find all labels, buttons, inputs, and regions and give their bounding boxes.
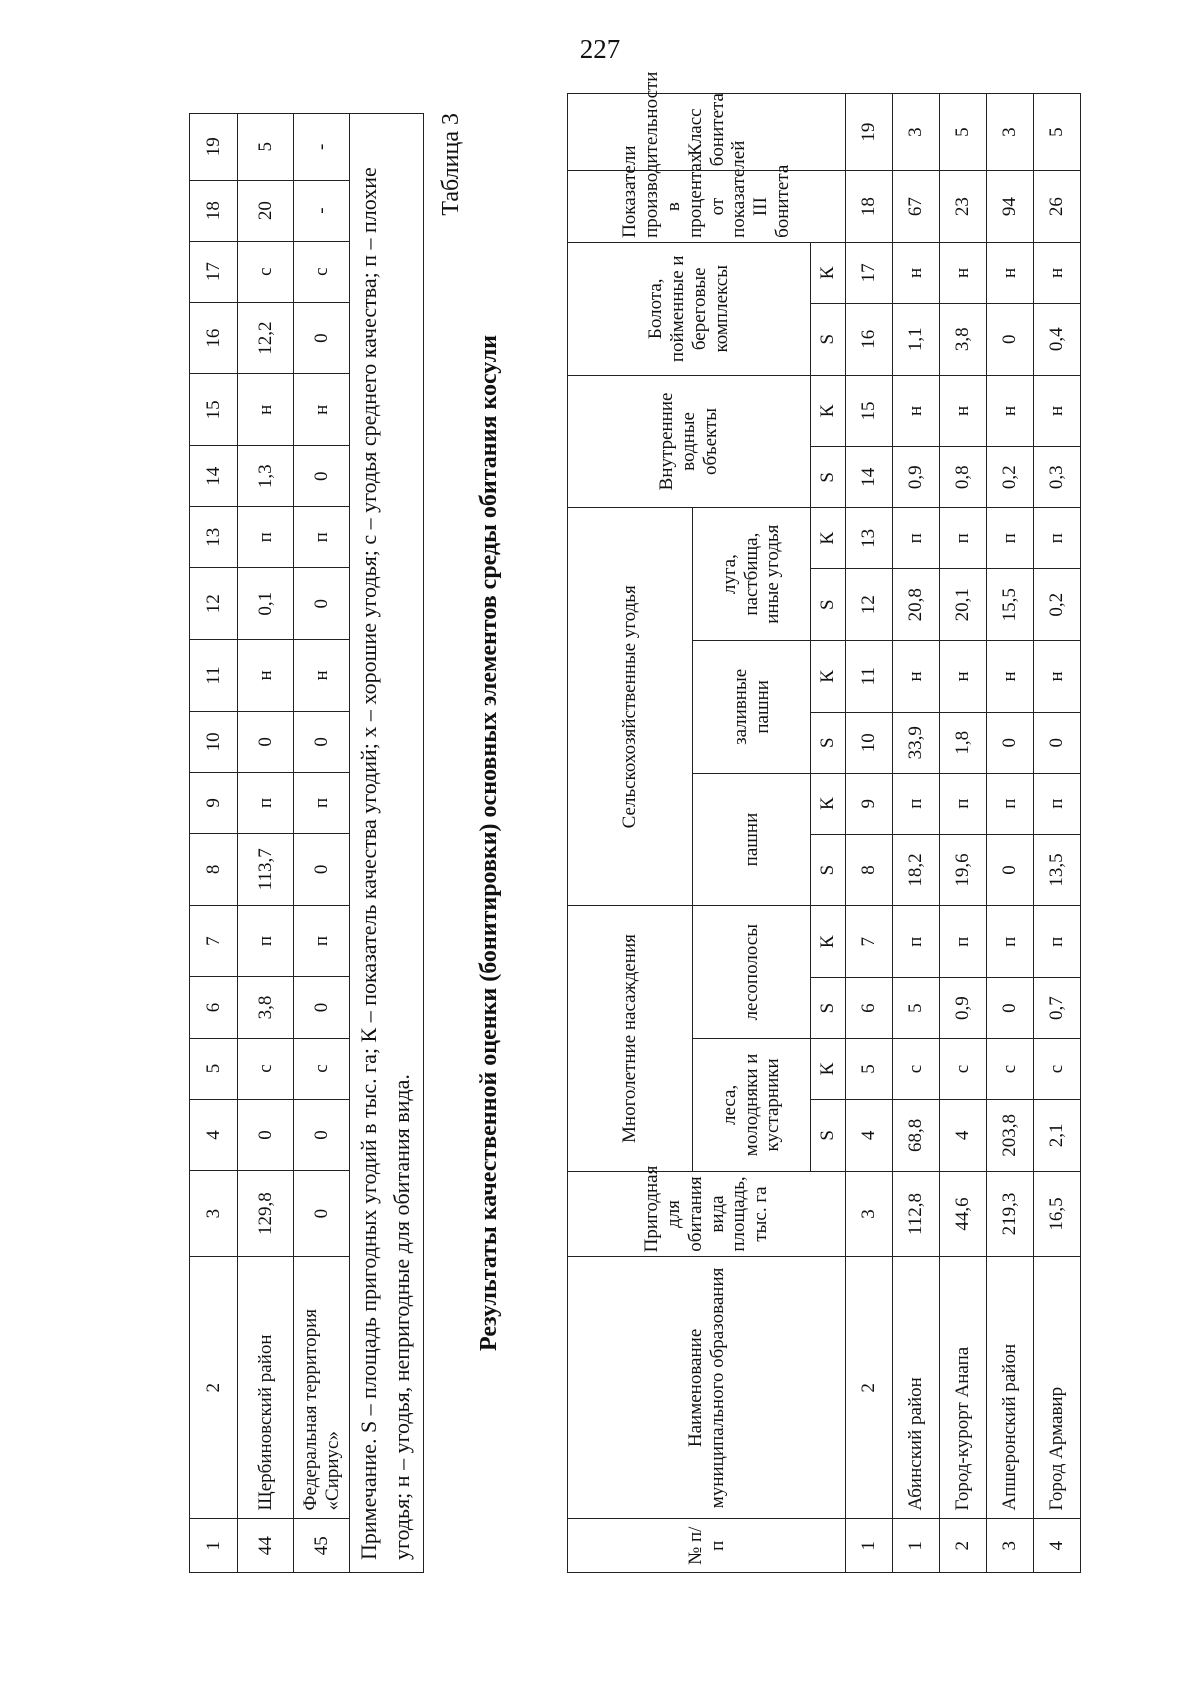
cell: 44 (238, 1519, 294, 1573)
header-swamps: Болота, пойменные и береговые комплексы (568, 242, 811, 375)
cell: п (987, 773, 1034, 834)
cell: 3,8 (238, 977, 294, 1038)
cell: 0 (238, 1099, 294, 1171)
cell: н (987, 641, 1034, 713)
col-number: 6 (846, 978, 893, 1039)
cell: с (1034, 1039, 1081, 1100)
cell: п (987, 508, 1034, 569)
cell: н (1034, 375, 1081, 447)
cell: 0 (987, 303, 1034, 375)
cell: 67 (893, 171, 940, 243)
col-number: 14 (190, 446, 238, 507)
col-number: 13 (846, 508, 893, 569)
cell: 5 (238, 114, 294, 181)
header-k: К (811, 375, 846, 447)
cell: 23 (940, 171, 987, 243)
header-s: S (811, 978, 846, 1039)
cell: п (987, 906, 1034, 978)
cell: 203,8 (987, 1100, 1034, 1172)
cell: с (294, 241, 350, 302)
continuation-block (189, 113, 505, 1573)
col-number: 17 (846, 242, 893, 303)
col-number: 4 (846, 1100, 893, 1172)
header-s: S (811, 303, 846, 375)
col-number: 19 (190, 114, 238, 181)
cell: н (1034, 641, 1081, 713)
continuation-table (189, 113, 350, 1573)
col-number: 15 (846, 375, 893, 447)
cell: 15,5 (987, 569, 1034, 641)
cell: 0,3 (1034, 447, 1081, 508)
cell: 19,6 (940, 834, 987, 906)
cell: Город-курорт Анапа (940, 1257, 987, 1519)
header-inland-water: Внутренние водные объекты (568, 375, 811, 508)
header-flooded-arable: заливные пашни (693, 641, 811, 774)
cell: Апшеронский район (987, 1257, 1034, 1519)
cell: с (238, 241, 294, 302)
col-number: 8 (190, 833, 238, 905)
col-number: 19 (846, 94, 893, 171)
cell: 0 (238, 711, 294, 772)
cell: 20,8 (893, 569, 940, 641)
col-number: 13 (190, 507, 238, 568)
cell: 0,9 (940, 978, 987, 1039)
cell: 68,8 (893, 1100, 940, 1172)
col-number: 15 (190, 374, 238, 446)
cell: 0,2 (987, 447, 1034, 508)
header-shelterbelts: лесополосы (693, 906, 811, 1039)
col-number: 4 (190, 1099, 238, 1171)
cell: 5 (1034, 94, 1081, 171)
cell: - (294, 114, 350, 181)
cell: 0 (294, 977, 350, 1038)
col-number: 7 (190, 905, 238, 977)
header-num: № п/п (568, 1519, 846, 1573)
col-number: 1 (190, 1519, 238, 1573)
continuation-header-row (190, 114, 238, 1573)
column-number-row (846, 94, 893, 1573)
header-s: S (811, 834, 846, 906)
col-number: 16 (190, 302, 238, 374)
cell: 0 (294, 711, 350, 772)
cell: н (940, 375, 987, 447)
cell: 2,1 (1034, 1100, 1081, 1172)
cell: н (893, 375, 940, 447)
cell: п (238, 507, 294, 568)
cell: 0,7 (1034, 978, 1081, 1039)
col-number: 9 (190, 772, 238, 833)
cell: 3,8 (940, 303, 987, 375)
cell: 4 (940, 1100, 987, 1172)
cell: 1 (893, 1519, 940, 1573)
cell: Щербиновский район (238, 1257, 294, 1519)
cell: 0 (294, 568, 350, 640)
col-number: 12 (846, 569, 893, 641)
cell: - (294, 180, 350, 241)
cell: п (294, 507, 350, 568)
cell: 3 (987, 94, 1034, 171)
table-row (893, 94, 940, 1573)
col-number: 9 (846, 773, 893, 834)
col-number: 11 (190, 640, 238, 712)
cell: 94 (987, 171, 1034, 243)
cell: н (294, 640, 350, 712)
header-k: К (811, 508, 846, 569)
header-row-group (568, 94, 693, 1573)
cell: 129,8 (238, 1171, 294, 1257)
col-number: 18 (190, 180, 238, 241)
cell: с (294, 1038, 350, 1099)
header-meadows: луга, пастбища, иные угодья (693, 508, 811, 641)
cell: 4 (1034, 1519, 1081, 1573)
header-s: S (811, 447, 846, 508)
header-s: S (811, 712, 846, 773)
cell: 33,9 (893, 712, 940, 773)
col-number: 7 (846, 906, 893, 978)
cell: 3 (893, 94, 940, 171)
table-title: Результаты качественной оценки (бонитировки) основных элементов среды обитания косули (476, 335, 502, 1352)
cell: 112,8 (893, 1171, 940, 1257)
cell: п (238, 905, 294, 977)
cell: 0 (294, 833, 350, 905)
cell: п (238, 772, 294, 833)
col-number: 3 (190, 1171, 238, 1257)
header-s: S (811, 1100, 846, 1172)
cell: н (238, 374, 294, 446)
cell: с (940, 1039, 987, 1100)
cell: н (940, 641, 987, 713)
cell: 0 (987, 834, 1034, 906)
col-number: 16 (846, 303, 893, 375)
cell: 12,2 (238, 302, 294, 374)
cell: н (294, 374, 350, 446)
cell: п (940, 906, 987, 978)
cell: п (940, 508, 987, 569)
table-row (987, 94, 1034, 1573)
table-label: Таблица 3 (438, 113, 464, 216)
header-agricultural: Сельскохозяйственные угодья (568, 508, 693, 906)
table-row (1034, 94, 1081, 1573)
page-number: 227 (579, 34, 621, 64)
cell: п (940, 773, 987, 834)
cell: н (893, 641, 940, 713)
cell: 5 (940, 94, 987, 171)
table3 (567, 71, 1081, 1573)
cell: п (294, 905, 350, 977)
cell: 0,2 (1034, 569, 1081, 641)
cell: п (1034, 773, 1081, 834)
cell: 20,1 (940, 569, 987, 641)
cell: с (238, 1038, 294, 1099)
cell: 219,3 (987, 1171, 1034, 1257)
cell: 5 (893, 978, 940, 1039)
cell: н (987, 375, 1034, 447)
cell: Абинский район (893, 1257, 940, 1519)
col-number: 10 (190, 711, 238, 772)
header-arable: пашни (693, 773, 811, 906)
table-note: Примечание. S – площадь пригодных угодий в тыс. га; К – показатель качества угодий; х – хорошие угодья; с – угодья среднего качества; п – плохие угодья; н – угодья, непригодные для обитания вида. (350, 113, 424, 1573)
header-bonitet-class: Класс бонитета (568, 94, 846, 171)
header-k: К (811, 641, 846, 713)
cell: п (893, 508, 940, 569)
cell: 0 (1034, 712, 1081, 773)
cell: н (893, 242, 940, 303)
col-number: 17 (190, 241, 238, 302)
header-k: К (811, 773, 846, 834)
cell: н (1034, 242, 1081, 303)
cell: 0 (294, 302, 350, 374)
cell: 45 (294, 1519, 350, 1573)
col-number: 14 (846, 447, 893, 508)
table3-block (567, 71, 1081, 1573)
header-k: К (811, 906, 846, 978)
col-number: 18 (846, 171, 893, 243)
cell: 0 (294, 446, 350, 507)
col-number: 2 (190, 1257, 238, 1519)
col-number: 11 (846, 641, 893, 713)
cell: п (893, 773, 940, 834)
cell: 0,9 (893, 447, 940, 508)
col-number: 10 (846, 712, 893, 773)
cell: н (238, 640, 294, 712)
cell: 0 (987, 978, 1034, 1039)
col-number: 5 (846, 1039, 893, 1100)
col-number: 8 (846, 834, 893, 906)
cell: Город Армавир (1034, 1257, 1081, 1519)
table-row (238, 114, 294, 1573)
col-number: 3 (846, 1171, 893, 1257)
cell: 0,4 (1034, 303, 1081, 375)
cell: 1,3 (238, 446, 294, 507)
cell: 2 (940, 1519, 987, 1573)
col-number: 6 (190, 977, 238, 1038)
table-row (294, 114, 350, 1573)
cell: с (893, 1039, 940, 1100)
cell: 0,1 (238, 568, 294, 640)
cell: п (1034, 906, 1081, 978)
cell: п (1034, 508, 1081, 569)
cell: 16,5 (1034, 1171, 1081, 1257)
header-productivity: Показатели производительности в процентах от показателей III бонитета (568, 171, 846, 243)
cell: н (987, 242, 1034, 303)
col-number: 1 (846, 1519, 893, 1573)
header-k: К (811, 1039, 846, 1100)
cell: 0 (987, 712, 1034, 773)
cell: Федеральная территория «Сириус» (294, 1257, 350, 1519)
cell: 1,8 (940, 712, 987, 773)
cell: 113,7 (238, 833, 294, 905)
cell: 1,1 (893, 303, 940, 375)
col-number: 12 (190, 568, 238, 640)
cell: 44,6 (940, 1171, 987, 1257)
cell: 13,5 (1034, 834, 1081, 906)
col-number: 2 (846, 1257, 893, 1519)
header-name: Наименование муниципального образования (568, 1257, 846, 1519)
cell: 20 (238, 180, 294, 241)
table-row (940, 94, 987, 1573)
header-k: К (811, 242, 846, 303)
cell: 0,8 (940, 447, 987, 508)
cell: 3 (987, 1519, 1034, 1573)
cell: н (940, 242, 987, 303)
col-number: 5 (190, 1038, 238, 1099)
header-suitable-area: Пригодная для обитания вида площадь, тыс. га (568, 1171, 846, 1257)
cell: 0 (294, 1099, 350, 1171)
header-perennial: Многолетние насаждения (568, 906, 693, 1171)
cell: 26 (1034, 171, 1081, 243)
cell: 0 (294, 1171, 350, 1257)
cell: 18,2 (893, 834, 940, 906)
cell: с (987, 1039, 1034, 1100)
header-s: S (811, 569, 846, 641)
cell: п (294, 772, 350, 833)
header-forests: леса, молодняки и кустарники (693, 1039, 811, 1172)
cell: п (893, 906, 940, 978)
